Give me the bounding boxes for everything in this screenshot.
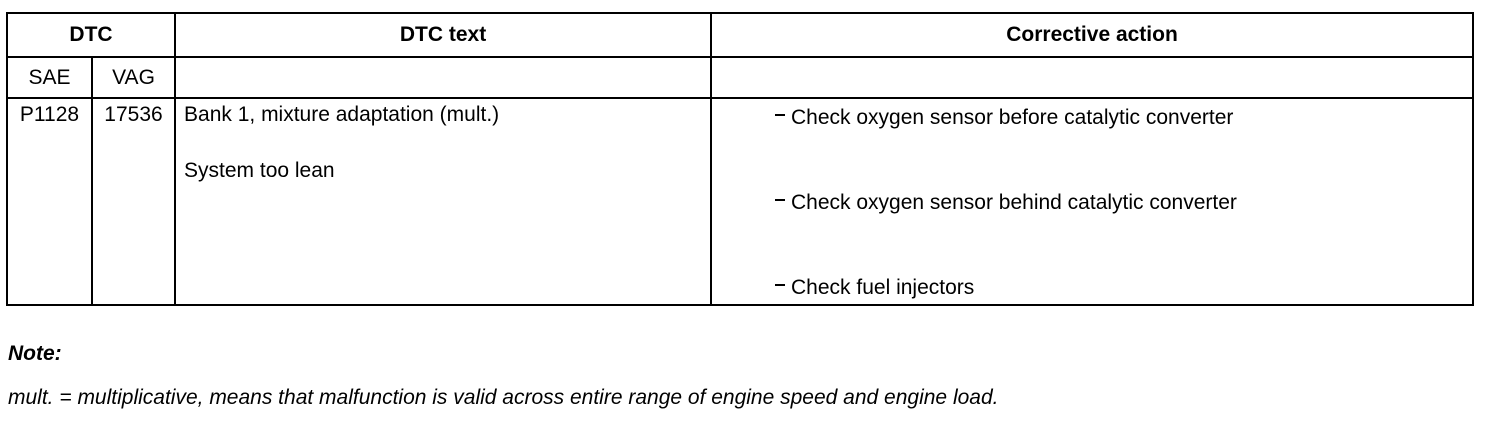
action-item <box>775 105 1472 131</box>
note-text: mult. = multiplicative, means that malfunction is valid across entire range of engine speed and engine load. <box>8 386 999 409</box>
table-row <box>7 98 1473 305</box>
subheader-dtc-text-empty <box>175 57 711 98</box>
header-corrective-action: Corrective action <box>711 13 1473 57</box>
action-item-label: Check fuel injectors <box>791 276 975 299</box>
note-title: Note: <box>8 342 62 365</box>
dtc-text-line: Bank 1, mixture adaptation (mult.) <box>184 103 500 126</box>
subheader-corrective-action-empty <box>711 57 1473 98</box>
header-dtc-text: DTC text <box>175 13 711 57</box>
action-item-label: Check oxygen sensor before catalytic converter <box>791 106 1234 129</box>
cell-dtc-text <box>175 98 711 305</box>
dash-bullet-icon <box>775 284 785 286</box>
dtc-text-line: System too lean <box>184 159 335 182</box>
dash-bullet-icon <box>775 199 785 201</box>
cell-corrective-action <box>711 98 1473 305</box>
subheader-sae: SAE <box>7 57 92 98</box>
cell-sae-code: P1128 <box>7 98 92 305</box>
subheader-vag: VAG <box>92 57 175 98</box>
action-item-label: Check oxygen sensor behind catalytic converter <box>791 191 1237 214</box>
table-header-row <box>7 13 1473 57</box>
header-dtc: DTC <box>7 13 175 57</box>
action-item <box>775 275 1472 301</box>
action-item <box>775 190 1472 216</box>
table-subheader-row <box>7 57 1473 98</box>
cell-vag-code: 17536 <box>92 98 175 305</box>
dtc-table <box>6 12 1474 306</box>
dash-bullet-icon <box>775 114 785 116</box>
